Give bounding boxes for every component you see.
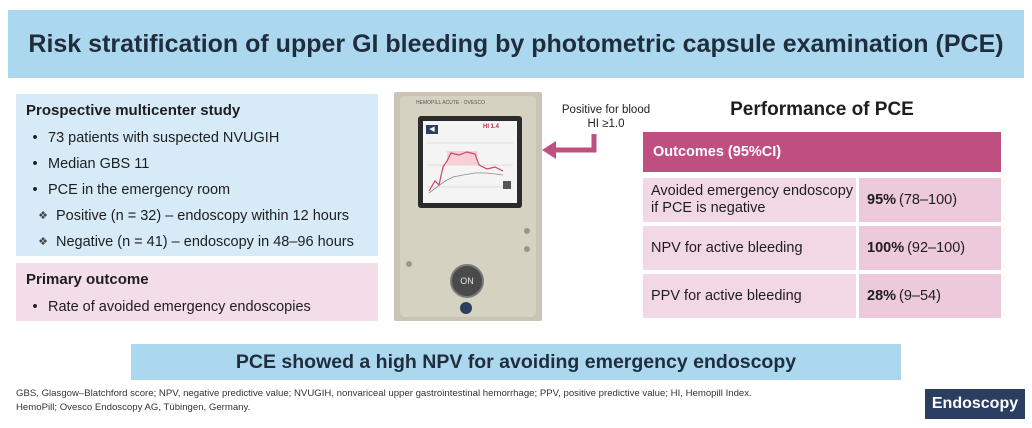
list-item: • PCE in the emergency room: [26, 177, 368, 203]
indicator-dot: [406, 261, 412, 267]
title-banner: [8, 10, 1024, 78]
study-heading: Prospective multicenter study: [26, 102, 241, 119]
primary-outcome-heading: Primary outcome: [26, 271, 149, 288]
study-design-box: [16, 94, 378, 256]
journal-logo: Endoscopy: [925, 389, 1025, 419]
primary-outcome-box: [16, 263, 378, 321]
callout-arrow-icon: [540, 132, 604, 162]
device-photo: [394, 92, 542, 321]
list-item: • Rate of avoided emergency endoscopies: [26, 294, 368, 320]
device-logo-icon: [460, 302, 472, 314]
screen-hi-readout: HI 1.4: [483, 124, 500, 130]
table-row: [643, 178, 1001, 222]
table-row: [643, 226, 1001, 270]
indicator-dot: [524, 228, 530, 234]
diamond-bullet-icon: ❖: [38, 210, 48, 222]
bullet-icon: •: [32, 299, 38, 315]
indicator-dot: [524, 246, 530, 252]
list-subitem: ❖ Positive (n = 32) – endoscopy within 12 hours: [26, 203, 368, 229]
row-value: 95% (78–100): [859, 178, 1001, 222]
callout-label: Positive for blood HI ≥1.0: [561, 104, 651, 130]
bullet-icon: •: [32, 182, 38, 198]
device-body: [400, 96, 536, 317]
row-value: 100% (92–100): [859, 226, 1001, 270]
row-label: NPV for active bleeding: [643, 226, 856, 270]
page-title: Risk stratification of upper GI bleeding by photometric capsule examination (PCE): [28, 29, 1004, 58]
footnote: GBS, Glasgow–Blatchford score; NPV, negative predictive value; NVUGIH, nonvariceal upper gastrointestinal hemorrhage; PPV, positive predictive value; HI, Hemopill Index. HemoPill; Ovesco Endoscopy AG, Tübingen, Germany.: [16, 388, 752, 413]
list-subitem: ❖ Negative (n = 41) – endoscopy in 48–96 hours: [26, 229, 368, 255]
performance-table-header: Outcomes (95%CI): [643, 132, 1001, 172]
device-brand-label: HEMOPILL ACUTE · OVESCO: [416, 100, 485, 106]
bullet-icon: •: [32, 130, 38, 146]
performance-title: Performance of PCE: [730, 99, 914, 120]
power-button: ON: [450, 264, 484, 298]
row-label: Avoided emergency endoscopy if PCE is negative: [643, 178, 856, 222]
row-value: 28% (9–54): [859, 274, 1001, 318]
back-arrow-icon: ◀: [426, 125, 438, 134]
study-list: [26, 125, 368, 255]
conclusion-banner: PCE showed a high NPV for avoiding emergency endoscopy: [131, 344, 901, 380]
screen-display: [423, 121, 517, 203]
table-row: [643, 274, 1001, 318]
device-screen: [418, 116, 522, 208]
row-label: PPV for active bleeding: [643, 274, 856, 318]
bullet-icon: •: [32, 156, 38, 172]
primary-outcome-list: [26, 294, 368, 320]
screen-signal-graph: [423, 121, 517, 203]
list-item: • Median GBS 11: [26, 151, 368, 177]
diamond-bullet-icon: ❖: [38, 236, 48, 248]
list-item: • 73 patients with suspected NVUGIH: [26, 125, 368, 151]
